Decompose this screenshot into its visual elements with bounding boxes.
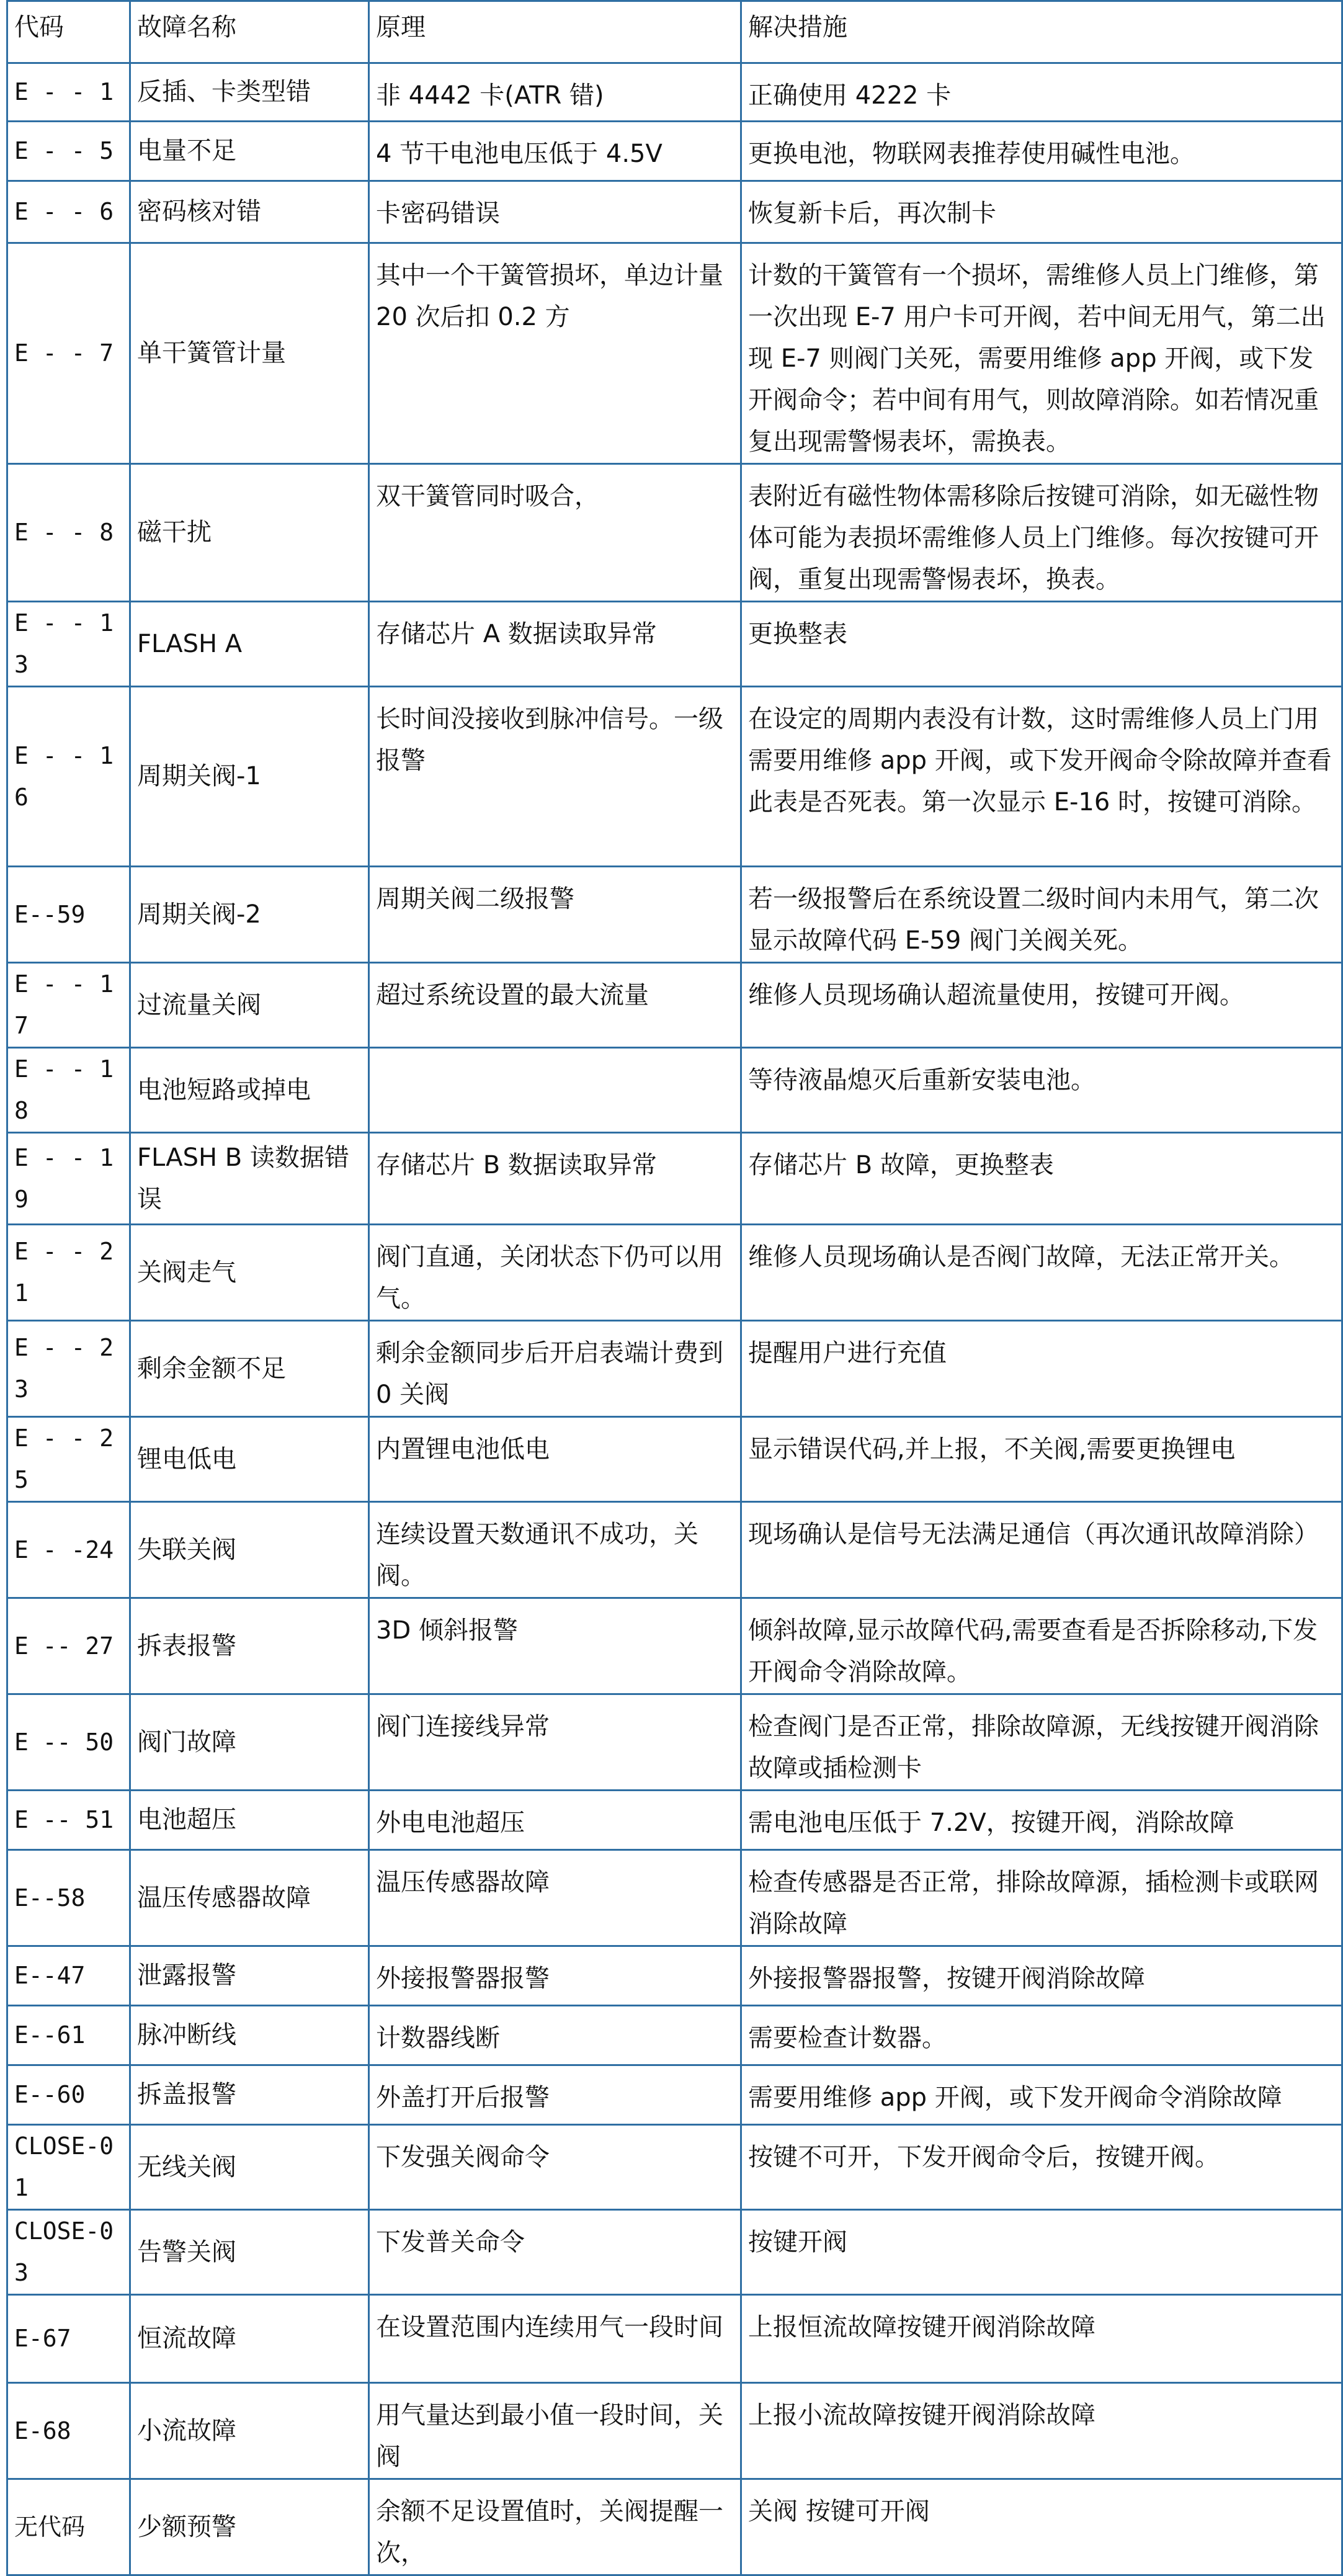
fault-name-cell: 拆盖报警 xyxy=(130,2065,369,2125)
table-row xyxy=(7,1048,1342,1133)
principle-cell: 3D 倾斜报警 xyxy=(369,1598,741,1694)
principle-cell: 外接报警器报警 xyxy=(369,1946,741,2006)
table-row xyxy=(7,963,1342,1048)
fault-code-cell: E - - 19 xyxy=(7,1133,130,1225)
solution-cell: 维修人员现场确认超流量使用，按键可开阀。 xyxy=(741,963,1342,1048)
solution-cell: 在设定的周期内表没有计数，这时需维修人员上门用需要用维修 app 开阀，或下发开阀命令除故障并查看此表是否死表。第一次显示 E-16 时，按键可消除。 xyxy=(741,687,1342,867)
table-row xyxy=(7,1225,1342,1321)
table-row xyxy=(7,1946,1342,2006)
fault-name-cell: 电量不足 xyxy=(130,122,369,181)
principle-cell: 非 4442 卡(ATR 错) xyxy=(369,63,741,122)
fault-name-cell: 阀门故障 xyxy=(130,1694,369,1791)
header-row xyxy=(7,1,1342,63)
table-row xyxy=(7,2210,1342,2295)
solution-cell: 上报小流故障按键开阀消除故障 xyxy=(741,2383,1342,2479)
table-row xyxy=(7,1850,1342,1946)
table-row xyxy=(7,2479,1342,2575)
fault-code-cell: E -- 50 xyxy=(7,1694,130,1791)
fault-name-cell: FLASH B 读数据错误 xyxy=(130,1133,369,1225)
fault-name-cell: 锂电低电 xyxy=(130,1417,369,1502)
fault-name-cell: 泄露报警 xyxy=(130,1946,369,2006)
solution-cell: 倾斜故障,显示故障代码,需要查看是否拆除移动,下发开阀命令消除故障。 xyxy=(741,1598,1342,1694)
fault-code-cell: E - - 1 xyxy=(7,63,130,122)
table-row xyxy=(7,63,1342,122)
fault-name-cell: 电池超压 xyxy=(130,1791,369,1850)
fault-name-cell: 无线关阀 xyxy=(130,2125,369,2210)
fault-name-cell: 剩余金额不足 xyxy=(130,1321,369,1417)
solution-cell: 显示错误代码,并上报，不关阀,需要更换锂电 xyxy=(741,1417,1342,1502)
fault-code-cell: CLOSE-01 xyxy=(7,2125,130,2210)
table-row xyxy=(7,1502,1342,1598)
principle-cell: 计数器线断 xyxy=(369,2006,741,2065)
principle-cell: 存储芯片 B 数据读取异常 xyxy=(369,1133,741,1225)
principle-cell xyxy=(369,1048,741,1133)
principle-cell: 外盖打开后报警 xyxy=(369,2065,741,2125)
fault-name-cell: 温压传感器故障 xyxy=(130,1850,369,1946)
table-row xyxy=(7,1694,1342,1791)
header-solution: 解决措施 xyxy=(741,1,1342,63)
header-fault-name: 故障名称 xyxy=(130,1,369,63)
header-code: 代码 xyxy=(7,1,130,63)
fault-name-cell: 过流量关阀 xyxy=(130,963,369,1048)
fault-name-cell: FLASH A xyxy=(130,602,369,687)
table-row xyxy=(7,1791,1342,1850)
principle-cell: 阀门直通，关闭状态下仍可以用气。 xyxy=(369,1225,741,1321)
fault-code-cell: E - - 7 xyxy=(7,243,130,464)
table-row xyxy=(7,1321,1342,1417)
solution-cell: 等待液晶熄灭后重新安装电池。 xyxy=(741,1048,1342,1133)
fault-code-cell: E - - 17 xyxy=(7,963,130,1048)
table-row xyxy=(7,687,1342,867)
fault-name-cell: 磁干扰 xyxy=(130,464,369,602)
fault-code-cell: E--58 xyxy=(7,1850,130,1946)
fault-code-table xyxy=(6,0,1343,2576)
principle-cell: 内置锂电池低电 xyxy=(369,1417,741,1502)
solution-cell: 需要用维修 app 开阀，或下发开阀命令消除故障 xyxy=(741,2065,1342,2125)
fault-name-cell: 电池短路或掉电 xyxy=(130,1048,369,1133)
principle-cell: 在设置范围内连续用气一段时间 xyxy=(369,2295,741,2383)
solution-cell: 更换电池，物联网表推荐使用碱性电池。 xyxy=(741,122,1342,181)
fault-name-cell: 反插、卡类型错 xyxy=(130,63,369,122)
solution-cell: 外接报警器报警，按键开阀消除故障 xyxy=(741,1946,1342,2006)
principle-cell: 下发普关命令 xyxy=(369,2210,741,2295)
fault-code-cell: E - - 5 xyxy=(7,122,130,181)
fault-code-cell: E - - 23 xyxy=(7,1321,130,1417)
solution-cell: 若一级报警后在系统设置二级时间内未用气，第二次显示故障代码 E-59 阀门关阀关死。 xyxy=(741,867,1342,963)
fault-code-cell: CLOSE-03 xyxy=(7,2210,130,2295)
fault-code-cell: E - - 25 xyxy=(7,1417,130,1502)
fault-name-cell: 失联关阀 xyxy=(130,1502,369,1598)
fault-name-cell: 关阀走气 xyxy=(130,1225,369,1321)
solution-cell: 现场确认是信号无法满足通信（再次通讯故障消除） xyxy=(741,1502,1342,1598)
fault-code-cell: E - - 6 xyxy=(7,181,130,243)
solution-cell: 存储芯片 B 故障，更换整表 xyxy=(741,1133,1342,1225)
table-row xyxy=(7,122,1342,181)
fault-name-cell: 告警关阀 xyxy=(130,2210,369,2295)
fault-name-cell: 单干簧管计量 xyxy=(130,243,369,464)
principle-cell: 用气量达到最小值一段时间，关阀 xyxy=(369,2383,741,2479)
fault-code-cell: E - - 18 xyxy=(7,1048,130,1133)
solution-cell: 更换整表 xyxy=(741,602,1342,687)
table-row xyxy=(7,181,1342,243)
table-row xyxy=(7,1133,1342,1225)
table-row xyxy=(7,1598,1342,1694)
solution-cell: 需电池电压低于 7.2V，按键开阀，消除故障 xyxy=(741,1791,1342,1850)
fault-code-cell: E - - 8 xyxy=(7,464,130,602)
solution-cell: 恢复新卡后，再次制卡 xyxy=(741,181,1342,243)
solution-cell: 检查传感器是否正常，排除故障源，插检测卡或联网消除故障 xyxy=(741,1850,1342,1946)
principle-cell: 卡密码错误 xyxy=(369,181,741,243)
fault-code-cell: E--60 xyxy=(7,2065,130,2125)
principle-cell: 温压传感器故障 xyxy=(369,1850,741,1946)
fault-name-cell: 少额预警 xyxy=(130,2479,369,2575)
fault-code-cell: E-67 xyxy=(7,2295,130,2383)
principle-cell: 周期关阀二级报警 xyxy=(369,867,741,963)
solution-cell: 提醒用户进行充值 xyxy=(741,1321,1342,1417)
fault-code-cell: E - - 21 xyxy=(7,1225,130,1321)
principle-cell: 阀门连接线异常 xyxy=(369,1694,741,1791)
principle-cell: 存储芯片 A 数据读取异常 xyxy=(369,602,741,687)
solution-cell: 按键开阀 xyxy=(741,2210,1342,2295)
fault-code-cell: 无代码 xyxy=(7,2479,130,2575)
table-row xyxy=(7,2065,1342,2125)
table-row xyxy=(7,602,1342,687)
solution-cell: 维修人员现场确认是否阀门故障，无法正常开关。 xyxy=(741,1225,1342,1321)
solution-cell: 按键不可开，下发开阀命令后，按键开阀。 xyxy=(741,2125,1342,2210)
fault-code-cell: E -- 27 xyxy=(7,1598,130,1694)
solution-cell: 上报恒流故障按键开阀消除故障 xyxy=(741,2295,1342,2383)
header-principle: 原理 xyxy=(369,1,741,63)
solution-cell: 正确使用 4222 卡 xyxy=(741,63,1342,122)
table-row xyxy=(7,2295,1342,2383)
fault-name-cell: 周期关阀-2 xyxy=(130,867,369,963)
table-row xyxy=(7,867,1342,963)
fault-name-cell: 周期关阀-1 xyxy=(130,687,369,867)
fault-code-cell: E--59 xyxy=(7,867,130,963)
solution-cell: 计数的干簧管有一个损坏，需维修人员上门维修，第一次出现 E-7 用户卡可开阀，若中间无用气，第二出现 E-7 则阀门关死，需要用维修 app 开阀，或下发开阀命令；若中间有用气，则故障消除。如若情况重复出现需警惕表坏，需换表。 xyxy=(741,243,1342,464)
principle-cell: 4 节干电池电压低于 4.5V xyxy=(369,122,741,181)
principle-cell: 外电电池超压 xyxy=(369,1791,741,1850)
table-row xyxy=(7,2383,1342,2479)
fault-name-cell: 密码核对错 xyxy=(130,181,369,243)
fault-name-cell: 脉冲断线 xyxy=(130,2006,369,2065)
fault-code-cell: E - -24 xyxy=(7,1502,130,1598)
solution-cell: 检查阀门是否正常，排除故障源，无线按键开阀消除故障或插检测卡 xyxy=(741,1694,1342,1791)
principle-cell: 下发强关阀命令 xyxy=(369,2125,741,2210)
table-row xyxy=(7,243,1342,464)
fault-code-cell: E -- 51 xyxy=(7,1791,130,1850)
fault-code-cell: E--47 xyxy=(7,1946,130,2006)
table-row xyxy=(7,2125,1342,2210)
fault-name-cell: 小流故障 xyxy=(130,2383,369,2479)
solution-cell: 需要检查计数器。 xyxy=(741,2006,1342,2065)
fault-name-cell: 拆表报警 xyxy=(130,1598,369,1694)
fault-code-cell: E - - 16 xyxy=(7,687,130,867)
table-row xyxy=(7,2006,1342,2065)
fault-name-cell: 恒流故障 xyxy=(130,2295,369,2383)
principle-cell: 超过系统设置的最大流量 xyxy=(369,963,741,1048)
table-row xyxy=(7,464,1342,602)
principle-cell: 剩余金额同步后开启表端计费到 0 关阀 xyxy=(369,1321,741,1417)
table-row xyxy=(7,1417,1342,1502)
fault-code-cell: E--61 xyxy=(7,2006,130,2065)
principle-cell: 连续设置天数通讯不成功，关阀。 xyxy=(369,1502,741,1598)
fault-code-table-container xyxy=(6,0,1341,2567)
principle-cell: 其中一个干簧管损坏，单边计量 20 次后扣 0.2 方 xyxy=(369,243,741,464)
solution-cell: 表附近有磁性物体需移除后按键可消除，如无磁性物体可能为表损坏需维修人员上门维修。每次按键可开阀，重复出现需警惕表坏，换表。 xyxy=(741,464,1342,602)
principle-cell: 长时间没接收到脉冲信号。一级报警 xyxy=(369,687,741,867)
principle-cell: 余额不足设置值时，关阀提醒一次， xyxy=(369,2479,741,2575)
fault-code-cell: E - - 13 xyxy=(7,602,130,687)
principle-cell: 双干簧管同时吸合， xyxy=(369,464,741,602)
solution-cell: 关阀 按键可开阀 xyxy=(741,2479,1342,2575)
fault-code-cell: E-68 xyxy=(7,2383,130,2479)
